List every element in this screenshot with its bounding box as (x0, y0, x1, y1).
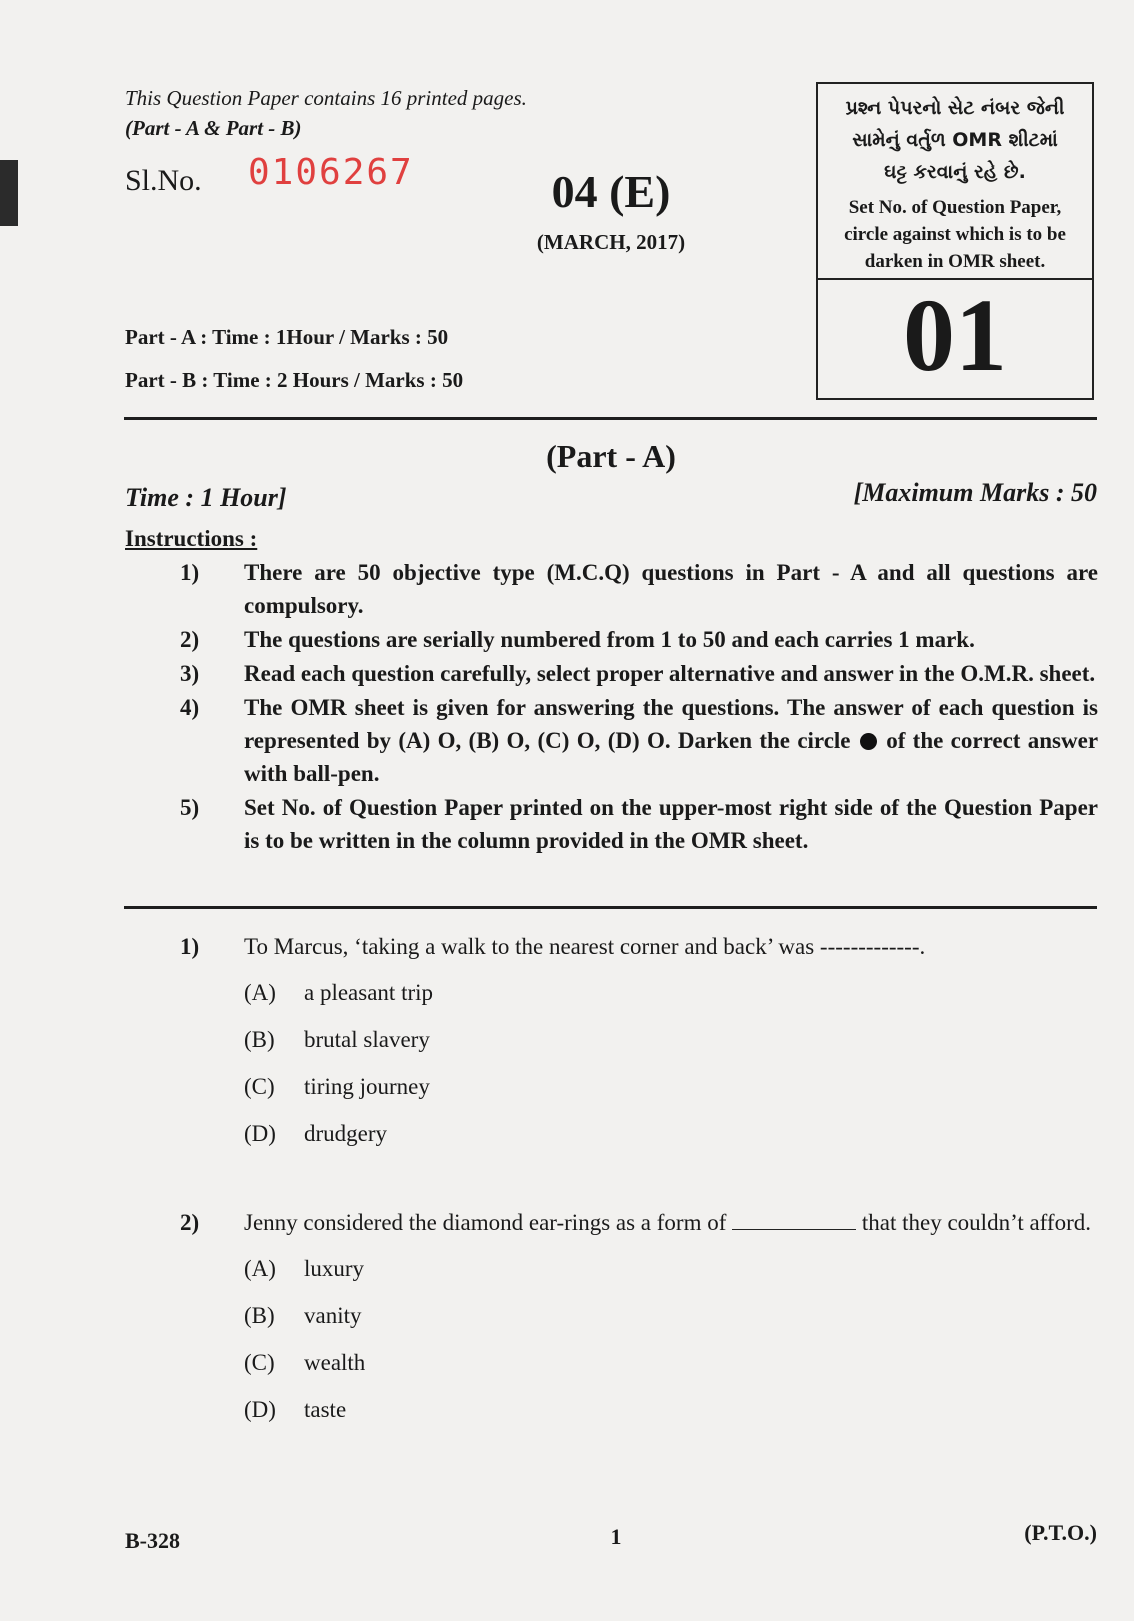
instruction-item (180, 691, 1098, 790)
option-item (244, 1386, 1098, 1433)
instruction-item (180, 657, 1098, 690)
question-block (180, 930, 1098, 1157)
pto-note: (P.T.O.) (1024, 1520, 1097, 1545)
question-number: 1) (180, 934, 200, 959)
option-letter: (A) (244, 980, 276, 1005)
pages-note: This Question Paper contains 16 printed pages. (125, 86, 527, 110)
divider-rule (124, 906, 1097, 909)
option-item (244, 969, 1098, 1016)
option-item (244, 1063, 1098, 1110)
question-number: 2) (180, 1210, 200, 1235)
option-text: taste (304, 1397, 347, 1422)
section-time: Time : 1 Hour] (125, 483, 287, 512)
option-text: vanity (304, 1303, 362, 1328)
set-instructions-gujarati (818, 84, 1092, 188)
gujarati-line: સામેનું વર્તુળ OMR શીટમાં (852, 129, 1058, 151)
instruction-number: 2) (180, 627, 200, 652)
divider-rule (124, 417, 1097, 420)
option-letter: (A) (244, 1256, 276, 1281)
question-text (244, 1206, 1098, 1239)
option-text: luxury (304, 1256, 365, 1281)
option-letter: (C) (244, 1350, 275, 1375)
page-number: 1 (610, 1524, 622, 1549)
option-letter: (D) (244, 1397, 276, 1422)
instruction-text: Read each question carefully, select proper alternative and answer in the O.M.R. sheet. (244, 661, 1096, 686)
instruction-text: There are 50 objective type (M.C.Q) questions in Part - A and all questions are compulsory. (244, 560, 1098, 618)
serial-number: 0106267 (248, 152, 414, 193)
instruction-text: Set No. of Question Paper printed on the upper-most right side of the Question Paper is to be written in the column provided in the OMR sheet. (244, 795, 1098, 853)
instruction-text: The questions are serially numbered from 1 to 50 and each carries 1 mark. (244, 627, 975, 652)
instruction-item (180, 791, 1098, 857)
set-number: 01 (903, 278, 1007, 393)
option-text: wealth (304, 1350, 366, 1375)
instruction-text-part: of the correct answer with ball-pen. (244, 728, 1099, 786)
set-number-box (816, 82, 1094, 400)
serial-label: Sl.No. (125, 164, 202, 197)
option-item (244, 1292, 1098, 1339)
option-text: tiring journey (304, 1074, 430, 1099)
options-list (244, 969, 1098, 1157)
option-item (244, 1339, 1098, 1386)
options-list (244, 1245, 1098, 1433)
paper-code: 04 (E) (551, 166, 671, 217)
option-letter: (B) (244, 1303, 275, 1328)
option-letter: (D) (244, 1121, 276, 1146)
gujarati-line: પ્રશ્ન પેપરનો સેટ નંબર જેની (845, 97, 1065, 119)
option-letter: (B) (244, 1027, 275, 1052)
set-instructions-english (818, 194, 1092, 275)
english-line: circle against which is to be (844, 224, 1066, 245)
instruction-number: 1) (180, 560, 200, 585)
instruction-text (244, 691, 1098, 790)
option-item (244, 1110, 1098, 1157)
question-text-part: that they couldn’t afford. (861, 1210, 1091, 1235)
option-text: drudgery (304, 1121, 388, 1146)
option-item (244, 1016, 1098, 1063)
option-text: a pleasant trip (304, 980, 434, 1005)
instruction-number: 5) (180, 795, 200, 820)
footer-code: B-328 (125, 1528, 180, 1553)
instruction-number: 3) (180, 661, 200, 686)
option-text: brutal slavery (304, 1027, 430, 1052)
instruction-item (180, 556, 1098, 622)
instruction-text-part: The OMR sheet is given for answering the questions. The answer of each question is represented by (A) O, (B) O, (C) O, (D) O. Darken the circle (244, 695, 1098, 753)
instruction-number: 4) (180, 695, 200, 720)
question-block (180, 1206, 1098, 1433)
question-text: To Marcus, ‘taking a walk to the nearest corner and back’ was -------------. (244, 934, 926, 959)
exam-date: (MARCH, 2017) (536, 230, 686, 254)
section-max-marks: [Maximum Marks : 50 (853, 478, 1097, 507)
part-a-timing: Part - A : Time : 1Hour / Marks : 50 (125, 325, 449, 349)
english-line: darken in OMR sheet. (864, 251, 1046, 272)
gujarati-line: ઘટ્ટ કરવાનું રહે છે. (884, 161, 1026, 183)
question-text-part: Jenny considered the diamond ear-rings as a form of (244, 1210, 727, 1235)
instructions-list (180, 556, 1098, 858)
instruction-item (180, 623, 1098, 656)
english-line: Set No. of Question Paper, (848, 197, 1062, 218)
parts-note: (Part - A & Part - B) (125, 116, 302, 140)
answer-blank (732, 1209, 856, 1230)
option-letter: (C) (244, 1074, 275, 1099)
filled-circle-icon (860, 733, 877, 750)
option-item (244, 1245, 1098, 1292)
instructions-heading: Instructions : (125, 526, 258, 551)
part-b-timing: Part - B : Time : 2 Hours / Marks : 50 (125, 368, 464, 392)
section-title: (Part - A) (546, 438, 676, 474)
